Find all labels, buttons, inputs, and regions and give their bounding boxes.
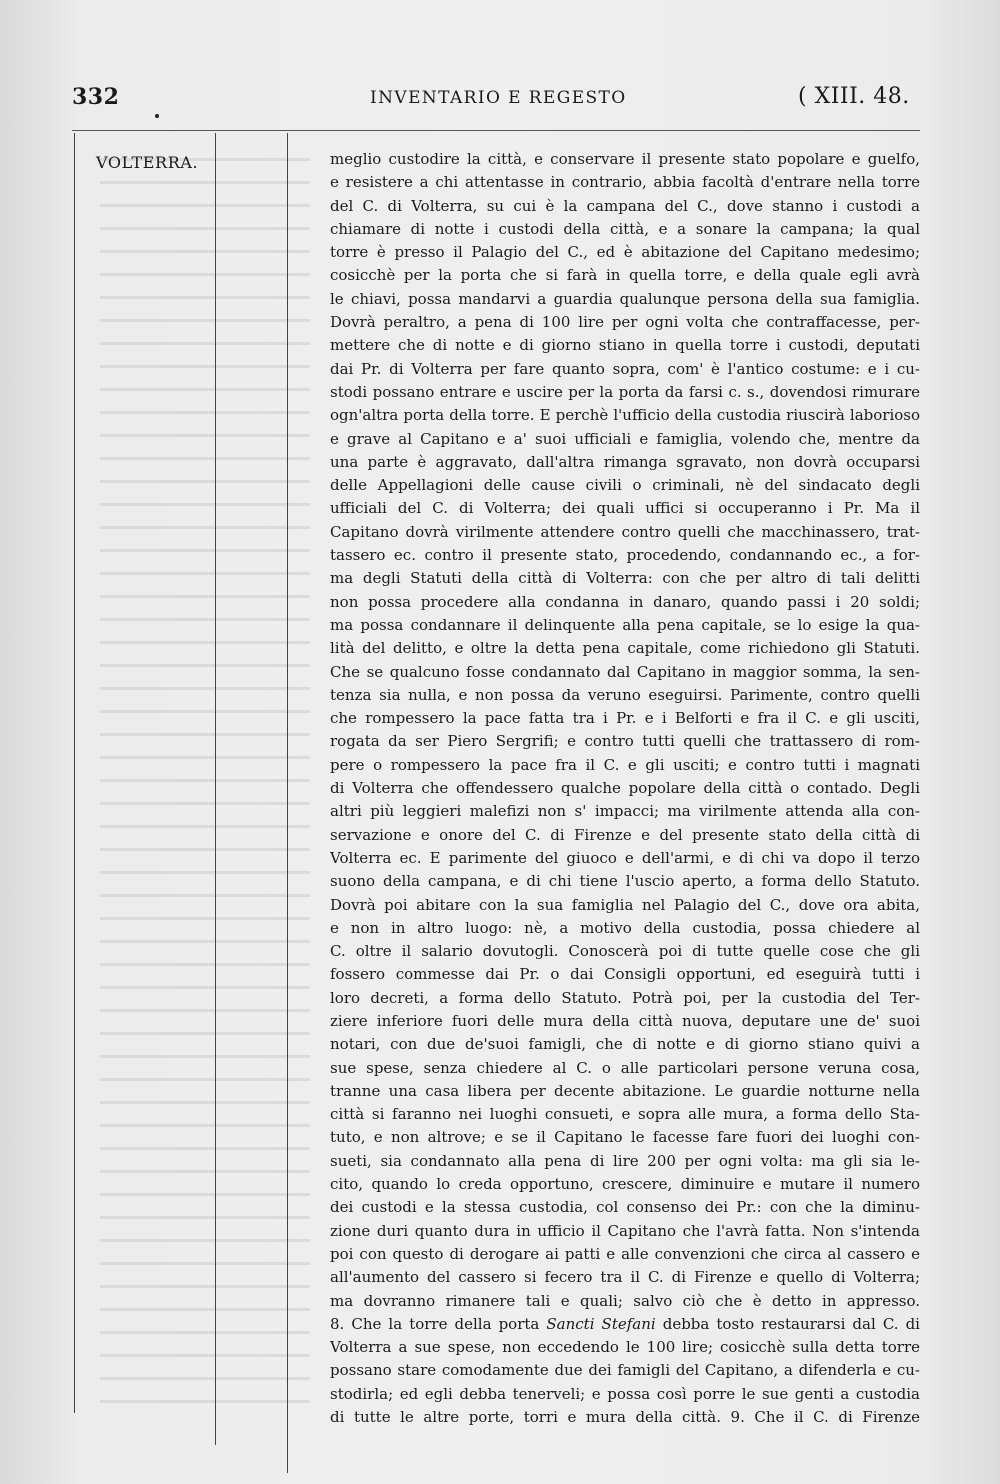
text-line: di tutte le altre porte, torri e mura della città. 9. Che il C. di Firenze [330, 1408, 920, 1427]
text-line: ogn'altra porta della torre. E perchè l'ufficio della custodia riuscirà laborioso [330, 406, 920, 425]
header-rule [72, 130, 920, 131]
text-line: non possa procedere alla condanna in danaro, quando passi i 20 soldi; [330, 592, 920, 611]
text-line: che rompessero la pace fatta tra i Pr. e i Belforti e fra il C. e gli usciti, [330, 709, 920, 728]
text-line: sue spese, senza chiedere al C. o alle particolari persone veruna cosa, [330, 1058, 920, 1077]
print-dot [155, 114, 159, 118]
text-line: servazione e onore del C. di Firenze e del presente stato della città di [330, 825, 920, 844]
text-line: poi con questo di derogare ai patti e alle convenzioni che circa al cassero e [330, 1244, 920, 1263]
text-line: C. oltre il salario dovutogli. Conoscerà poi di tutte quelle cose che gli [330, 942, 920, 961]
margin-rule-outer [74, 133, 75, 1413]
running-head: INVENTARIO E REGESTO [370, 88, 627, 108]
page-header [0, 84, 1000, 118]
text-line: loro decreti, a forma dello Statuto. Potrà poi, per la custodia del Ter- [330, 988, 920, 1007]
text-line: di Volterra che offendessero qualche popolare della città o contado. Degli [330, 779, 920, 798]
text-line: Capitano dovrà virilmente attendere contro quelli che macchinassero, trat- [330, 522, 920, 541]
text-line: e resistere a chi attentasse in contrario, abbia facoltà d'entrare nella torre [330, 173, 920, 192]
text-line: Volterra ec. E parimente del giuoco e dell'armi, e di chi va dopo il terzo [330, 848, 920, 867]
text-line: possano stare comodamente due dei famigli del Capitano, a difenderla e cu- [330, 1361, 920, 1380]
text-line: tuto, e non altrove; e se il Capitano le facesse fare fuori dei luoghi con- [330, 1128, 920, 1147]
text-line: e non in altro luogo: nè, a motivo della custodia, possa chiedere al [330, 918, 920, 937]
text-line: e grave al Capitano e a' suoi ufficiali e famiglia, volendo che, mentre da [330, 429, 920, 448]
text-line: cito, quando lo creda opportuno, crescere, diminuire e mutare il numero [330, 1175, 920, 1194]
text-line: fossero commesse dai Pr. o dai Consigli opportuni, ed eseguirà tutti i [330, 965, 920, 984]
text-line: tranne una casa libera per decente abitazione. Le guardie notturne nella [330, 1081, 920, 1100]
text-line: ufficiali del C. di Volterra; dei quali uffici si occuperanno i Pr. Ma il [330, 499, 920, 518]
text-line: dai Pr. di Volterra per fare quanto sopra, com' è l'antico costume: e i cu- [330, 359, 920, 378]
text-line: mettere che di notte e di giorno stiano in quella torre i custodi, deputati [330, 336, 920, 355]
main-text-column [330, 148, 920, 1429]
text-line: del C. di Volterra, su cui è la campana del C., dove stanno i custodi a [330, 196, 920, 215]
text-line: notari, con due de'suoi famigli, che di notte e di giorno stiano quivi a [330, 1035, 920, 1054]
text-line: dei custodi e la stessa custodia, col consenso dei Pr.: con che la diminu- [330, 1198, 920, 1217]
text-line: tenza sia nulla, e non possa da veruno eseguirsi. Parimente, contro quelli [330, 685, 920, 704]
text-line: le chiavi, possa mandarvi a guardia qualunque persona della sua famiglia. [330, 289, 920, 308]
text-line: sueti, sia condannato alla pena di lire 200 per ogni volta: ma gli sia le- [330, 1151, 920, 1170]
text-line: pere o rompessero la pace fra il C. e gli usciti; e contro tutti i magnati [330, 755, 920, 774]
text-line: tassero ec. contro il presente stato, procedendo, condannando ec., a for- [330, 546, 920, 565]
text-line: zione duri quanto dura in ufficio il Capitano che l'avrà fatta. Non s'intenda [330, 1221, 920, 1240]
text-line: chiamare di notte i custodi della città, e a sonare la campana; la qual [330, 219, 920, 238]
bleed-through-shadow [100, 148, 310, 1408]
text-line: altri più leggieri malefizi non s' impacci; ma virilmente attenda alla con- [330, 802, 920, 821]
text-line: Dovrà peraltro, a pena di 100 lire per ogni volta che contraffacesse, per- [330, 313, 920, 332]
text-line: Volterra a sue spese, non eccedendo le 100 lire; cosicchè sulla detta torre [330, 1338, 920, 1357]
text-line: torre è presso il Palagio del C., ed è abitazione del Capitano medesimo; [330, 243, 920, 262]
text-line: cosicchè per la porta che si farà in quella torre, e della quale egli avrà [330, 266, 920, 285]
text-line: delle Appellagioni delle cause civili o criminali, nè del sindacato degli [330, 476, 920, 495]
text-line: ma degli Statuti della città di Volterra: con che per altro di tali delitti [330, 569, 920, 588]
margin-label-volterra: VOLTERRA. [96, 153, 199, 172]
text-line: suono della campana, e di chi tiene l'uscio aperto, a forma dello Statuto. [330, 872, 920, 891]
text-line: meglio custodire la città, e conservare il presente stato popolare e guelfo, [330, 150, 920, 168]
text-line: ma possa condannare il delinquente alla pena capitale, se lo esige la qua- [330, 615, 920, 634]
text-line: stodirla; ed egli debba tenerveli; e possa così porre le sue genti a custodia [330, 1384, 920, 1403]
text-line: stodi possano entrare e uscire per la porta da farsi c. s., dovendosi rimurare [330, 382, 920, 401]
text-line: 8. Che la torre della porta Sancti Stefani debba tosto restaurarsi dal C. di [330, 1314, 920, 1333]
text-line: Dovrà poi abitare con la sua famiglia nel Palagio del C., dove ora abita, [330, 895, 920, 914]
text-line: lità del delitto, e oltre la detta pena capitale, come richiedono gli Statuti. [330, 639, 920, 658]
text-line: all'aumento del cassero si fecero tra il C. di Firenze e quello di Volterra; [330, 1268, 920, 1287]
text-line: rogata da ser Piero Sergrifi; e contro tutti quelli che trattassero di rom- [330, 732, 920, 751]
text-line: ma dovranno rimanere tali e quali; salvo ciò che è detto in appresso. [330, 1291, 920, 1310]
text-line: Che se qualcuno fosse condannato dal Capitano in maggior somma, la sen- [330, 662, 920, 681]
page-number: 332 [72, 84, 120, 110]
text-line: città si faranno nei luoghi consueti, e sopra alle mura, a forma dello Sta- [330, 1105, 920, 1124]
section-reference: ( XIII. 48. [798, 84, 910, 109]
text-line: una parte è aggravato, dall'altra rimanga sgravato, non dovrà occuparsi [330, 452, 920, 471]
text-line: ziere inferiore fuori delle mura della città nuova, deputare une de' suoi [330, 1011, 920, 1030]
